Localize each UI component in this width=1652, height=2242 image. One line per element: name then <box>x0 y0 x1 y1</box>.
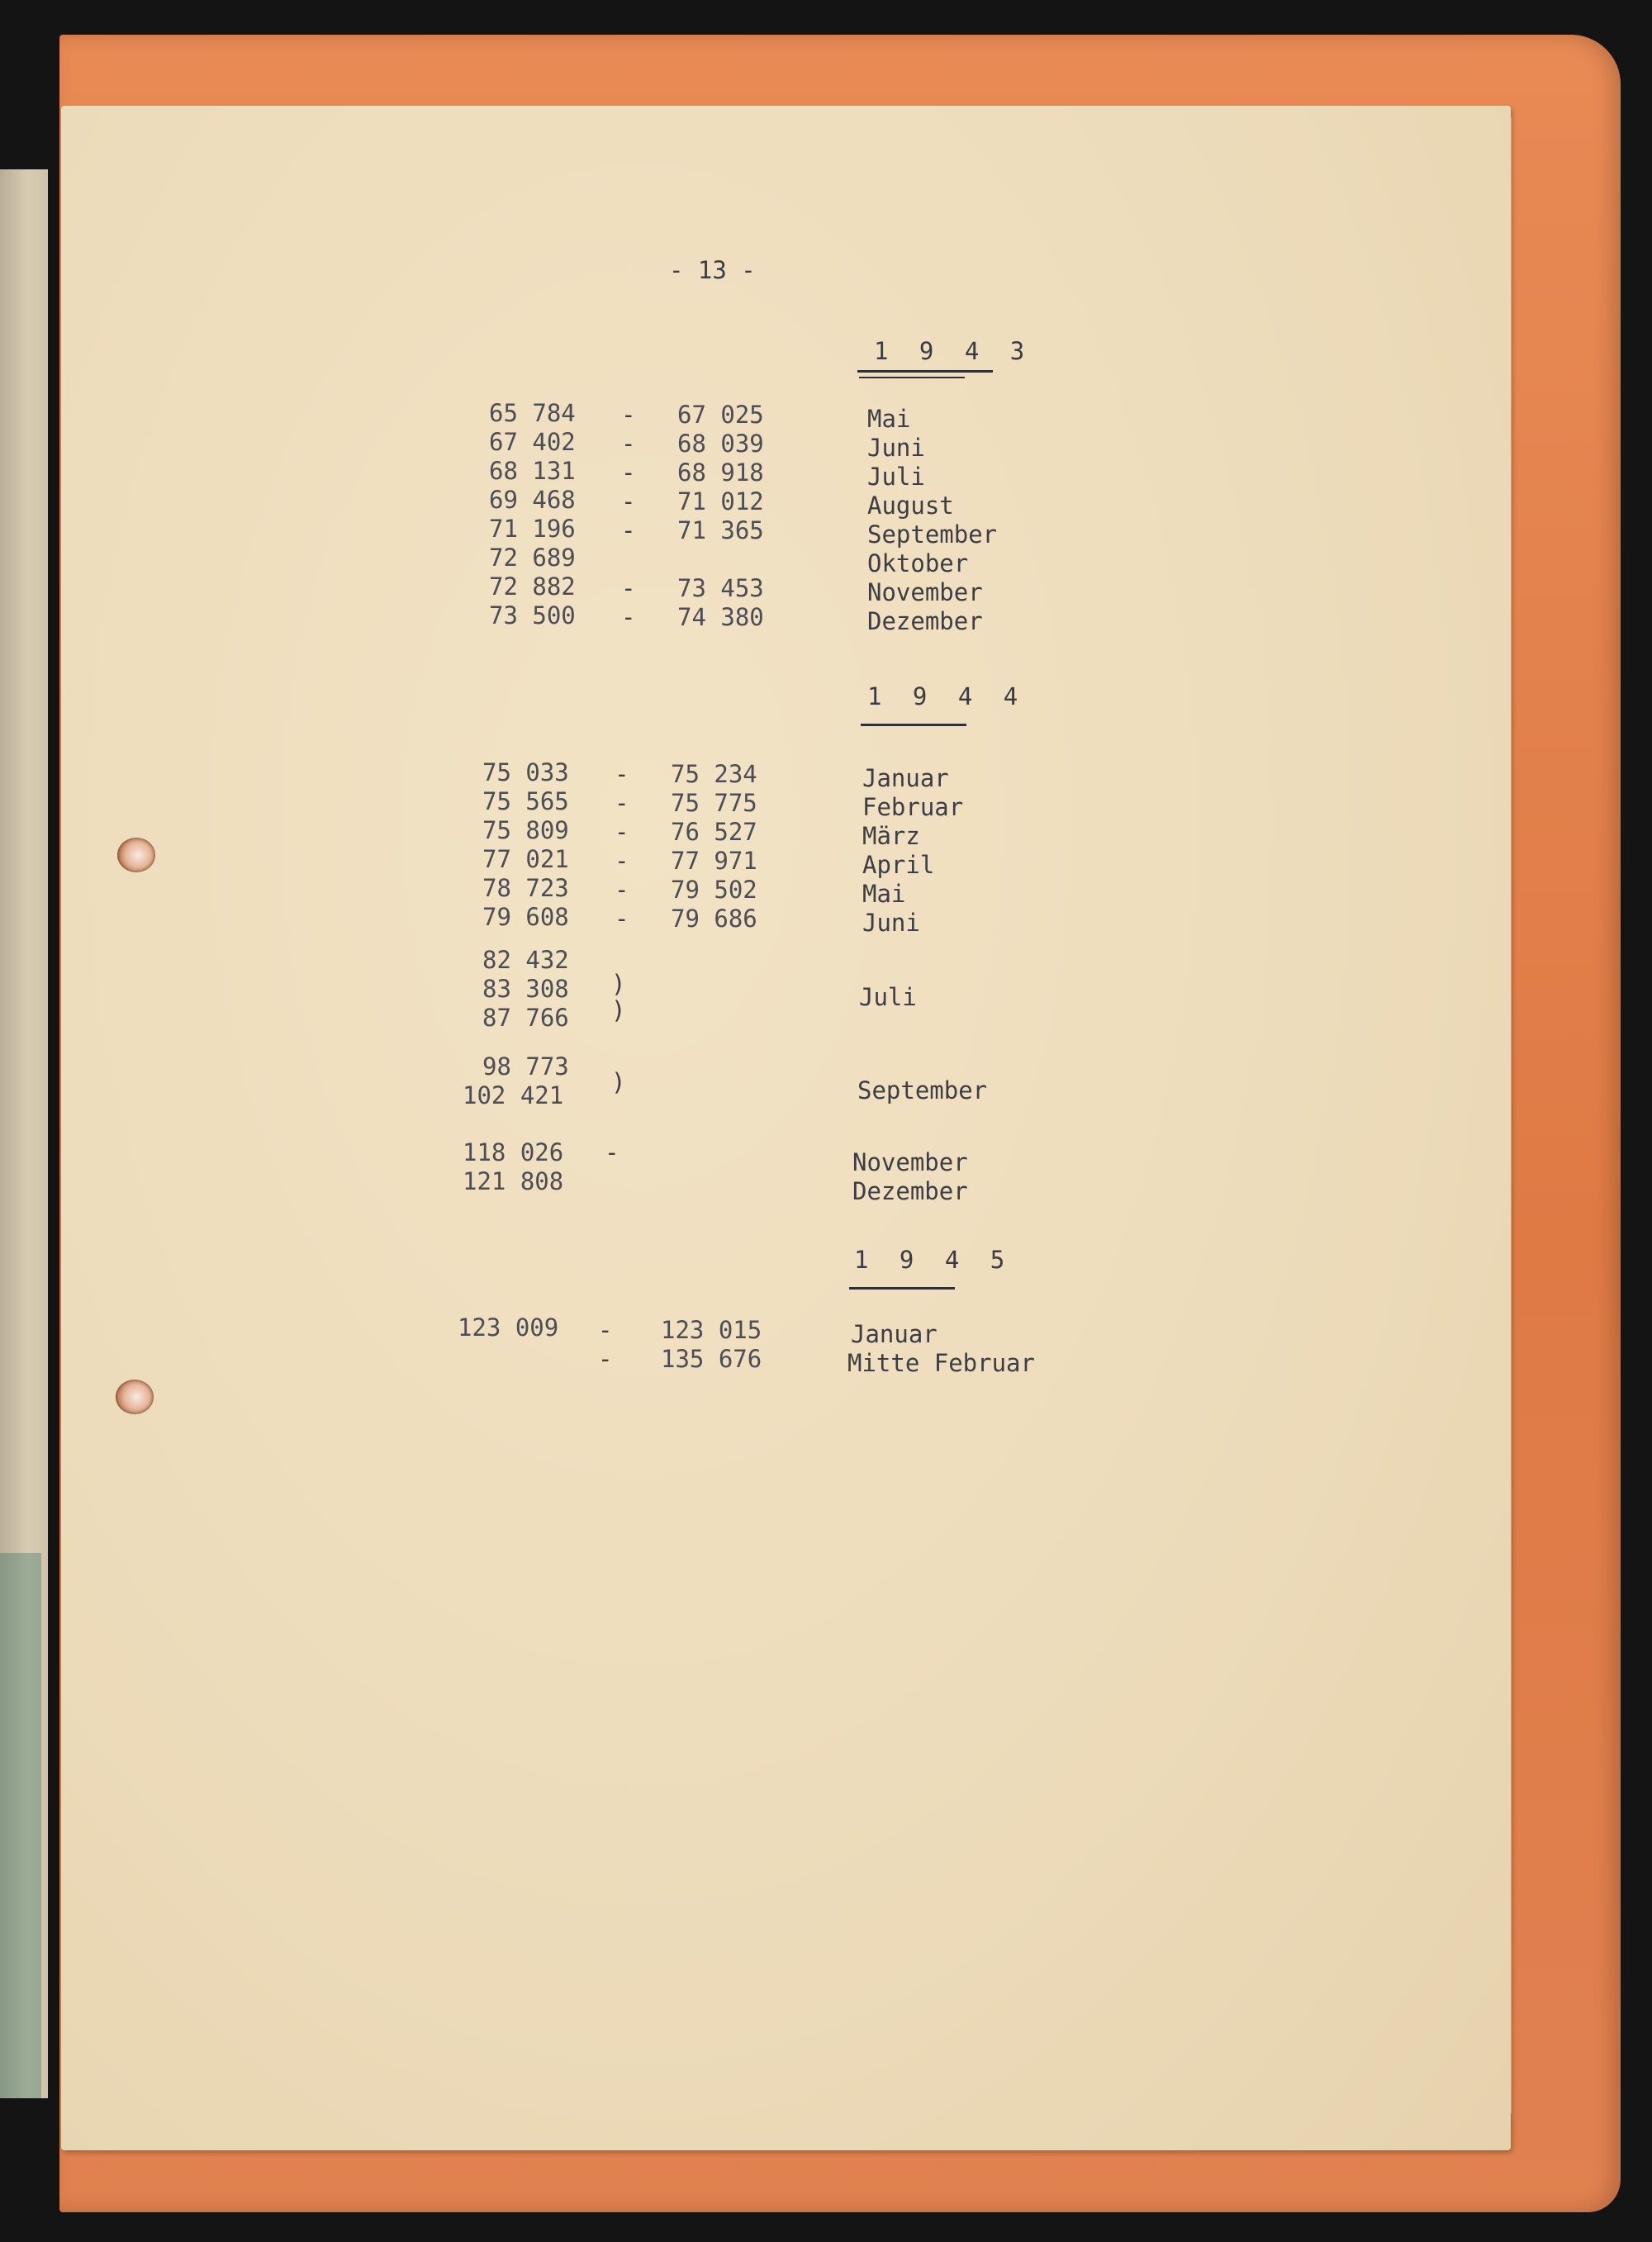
page-number: - 13 - <box>669 256 756 284</box>
year-underline <box>857 370 993 373</box>
range-dash: - <box>615 818 629 846</box>
range-dash: - <box>598 1345 613 1373</box>
adjacent-page-tint <box>0 1553 41 2098</box>
bracket: ) <box>611 1068 626 1096</box>
range-start: 73 500 <box>489 601 576 629</box>
month-label: Januar <box>862 764 949 792</box>
range-end: 123 015 <box>661 1316 762 1344</box>
bracket: ) <box>611 996 626 1024</box>
number-entry: 121 808 <box>463 1167 564 1195</box>
year-underline <box>859 377 965 378</box>
range-end: 68 039 <box>677 430 764 458</box>
range-dash: - <box>615 876 629 904</box>
document-page <box>61 106 1511 2150</box>
range-dash: - <box>598 1316 613 1344</box>
range-end: 75 234 <box>671 760 757 788</box>
range-dash: - <box>621 401 636 429</box>
month-label: Mitte Februar <box>847 1349 1035 1377</box>
month-label: April <box>862 851 935 879</box>
number-entry: 118 026 <box>463 1138 564 1166</box>
range-start: 77 021 <box>482 845 569 873</box>
range-dash: - <box>615 789 629 817</box>
range-start: 72 689 <box>489 544 576 572</box>
range-start: 65 784 <box>489 399 576 427</box>
range-start: 67 402 <box>489 428 576 456</box>
range-dash: - <box>605 1138 620 1166</box>
range-end: 74 380 <box>677 603 764 631</box>
range-end: 67 025 <box>677 401 764 429</box>
year-heading-1945: 1 9 4 5 <box>854 1246 1014 1274</box>
year-heading-1943: 1 9 4 3 <box>874 337 1033 365</box>
range-start: 75 033 <box>482 758 569 786</box>
month-label: August <box>867 492 954 520</box>
month-label: Februar <box>862 793 964 821</box>
month-label: Mai <box>862 880 906 908</box>
range-end: 79 502 <box>671 876 757 904</box>
range-end: 135 676 <box>661 1345 762 1373</box>
range-end: 71 012 <box>677 487 764 515</box>
month-label: September <box>857 1076 988 1104</box>
range-end: 75 775 <box>671 789 757 817</box>
punch-hole <box>116 1380 154 1414</box>
range-dash: - <box>621 603 636 631</box>
range-end: 77 971 <box>671 847 757 875</box>
range-end: 68 918 <box>677 458 764 487</box>
range-end: 71 365 <box>677 516 764 544</box>
range-start: 123 009 <box>458 1313 559 1342</box>
range-dash: - <box>621 516 636 544</box>
month-label: September <box>867 520 998 549</box>
month-label: Juni <box>867 434 925 462</box>
punch-hole <box>117 838 155 872</box>
month-label: Dezember <box>852 1177 968 1205</box>
month-label: Januar <box>851 1320 938 1348</box>
year-underline <box>849 1287 955 1290</box>
range-start: 72 882 <box>489 572 576 601</box>
range-start: 75 565 <box>482 787 569 815</box>
month-label: Juni <box>862 909 920 937</box>
range-dash: - <box>615 905 629 933</box>
range-end: 79 686 <box>671 905 757 933</box>
range-start: 78 723 <box>482 874 569 902</box>
bracket: ) <box>611 970 626 998</box>
range-dash: - <box>621 430 636 458</box>
range-start: 75 809 <box>482 816 569 844</box>
month-label: November <box>867 578 983 606</box>
number-entry: 98 773 <box>482 1052 569 1081</box>
range-dash: - <box>615 760 629 788</box>
range-start: 68 131 <box>489 457 576 485</box>
range-end: 76 527 <box>671 818 757 846</box>
year-underline <box>861 724 966 726</box>
month-label: Dezember <box>867 607 983 635</box>
month-label: Juli <box>859 983 917 1011</box>
month-label: Juli <box>867 463 925 491</box>
range-dash: - <box>621 487 636 515</box>
year-heading-1944: 1 9 4 4 <box>867 682 1027 710</box>
range-dash: - <box>621 574 636 602</box>
month-label: November <box>852 1148 968 1176</box>
range-end: 73 453 <box>677 574 764 602</box>
range-dash: - <box>621 458 636 487</box>
number-entry: 83 308 <box>482 975 569 1003</box>
range-start: 79 608 <box>482 903 569 931</box>
number-entry: 102 421 <box>463 1081 564 1109</box>
range-start: 71 196 <box>489 515 576 543</box>
number-entry: 82 432 <box>482 946 569 974</box>
number-entry: 87 766 <box>482 1004 569 1032</box>
month-label: März <box>862 822 920 850</box>
month-label: Mai <box>867 405 911 433</box>
month-label: Oktober <box>867 549 969 577</box>
range-dash: - <box>615 847 629 875</box>
range-start: 69 468 <box>489 486 576 514</box>
